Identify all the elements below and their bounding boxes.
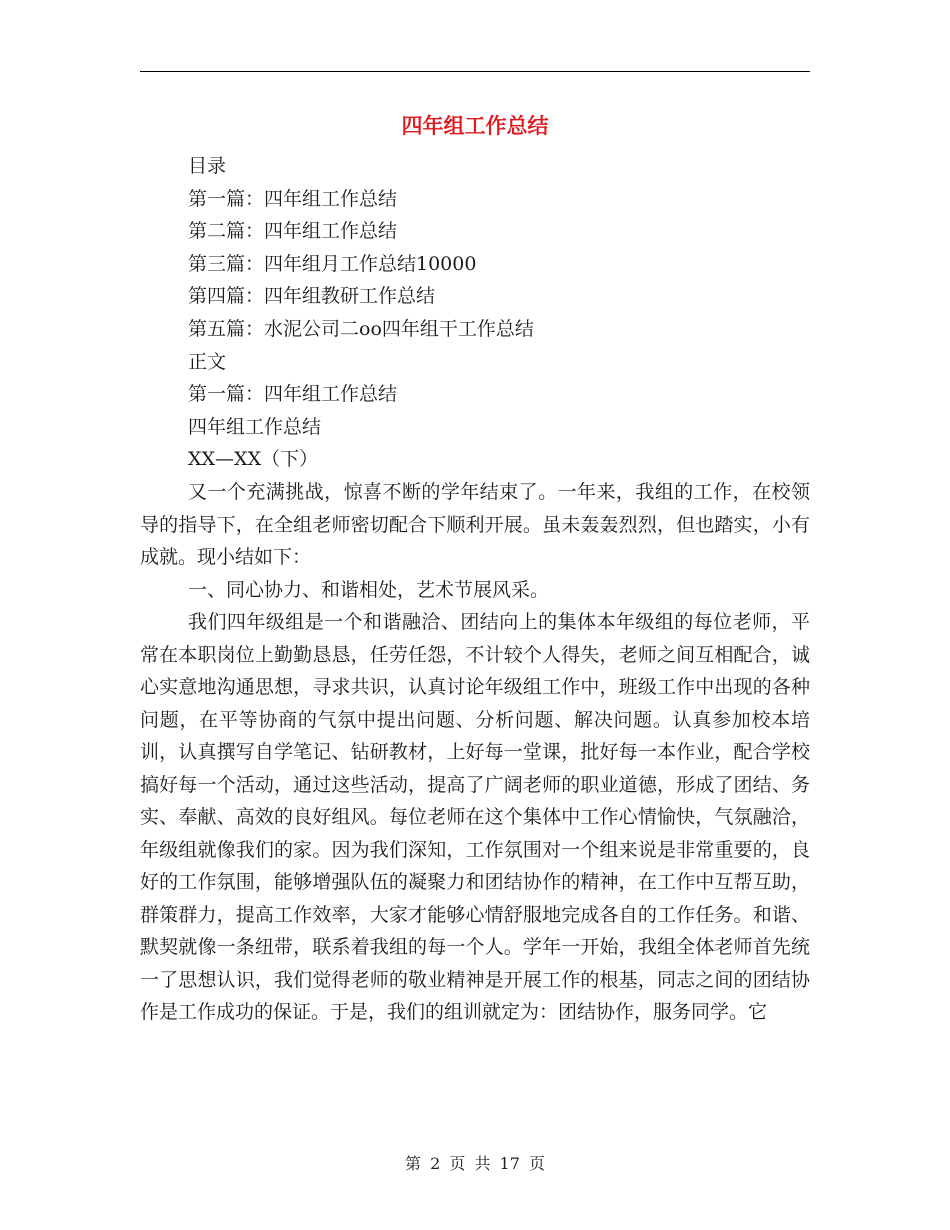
- page-number: 第 2 页 共 17 页: [405, 1154, 545, 1173]
- paragraph: 一、同心协力、和谐相处，艺术节展风采。: [188, 578, 550, 601]
- document-title: 四年组工作总结: [401, 114, 549, 138]
- paragraph: 我们四年级组是一个和谐融洽、团结向上的集体本年级组的每位老师，平常在本职岗位上勤勤恳恳，任劳任怨，不计较个人得失，老师之间互相配合，诚心实意地沟通思想，寻求共识，认真讨论年级组工作中，班级工作中出现的各种问题，在平等协商的气氛中提出问题、分析问题、解决问题。认真参加校本培训，认真撰写自学笔记、钻研教材，上好每一堂课，批好每一本作业，配合学校搞好每一个活动，通过这些活动，提高了广阔老师的职业道德，形成了团结、务实、奉献、高效的良好组风。每位老师在这个集体中工作心情愉快，气氛融洽，年级组就像我们的家。因为我们深知，工作氛围对一个组来说是非常重要的，良好的工作氛围，能够增强队伍的凝聚力和团结协作的精神，在工作中互帮互助，群策群力，提高工作效率，大家才能够心情舒服地完成各自的工作任务。和谐、默契就像一条纽带，联系着我组的每一个人。学年一开始，我组全体老师首先统一了思想认识，我们觉得老师的敬业精神是开展工作的根基，同志之间的团结协作是工作成功的保证。于是，我们的组训就定为：团结协作，服务同学。它: [140, 611, 810, 1023]
- period-label: XX—XX（下）: [188, 448, 319, 470]
- toc-item-1: 第一篇：四年组工作总结: [188, 188, 398, 210]
- toc-item-2: 第二篇：四年组工作总结: [188, 220, 398, 242]
- section-heading: 第一篇：四年组工作总结: [188, 383, 398, 405]
- header-rule: [140, 71, 810, 72]
- article-body: [140, 476, 810, 1029]
- toc-item-3: 第三篇：四年组月工作总结10000: [188, 253, 477, 275]
- toc-item-4: 第四篇：四年组教研工作总结: [188, 285, 436, 307]
- toc-item-5: 第五篇：水泥公司二oo四年组干工作总结: [188, 318, 534, 340]
- paragraph: 又一个充满挑战，惊喜不断的学年结束了。一年来，我组的工作，在校领导的指导下，在全组老师密切配合下顺利开展。虽未轰轰烈烈，但也踏实，小有成就。现小结如下：: [140, 481, 810, 568]
- article-title: 四年组工作总结: [188, 416, 322, 438]
- body-heading: 正文: [188, 351, 227, 373]
- toc-heading: 目录: [188, 155, 227, 177]
